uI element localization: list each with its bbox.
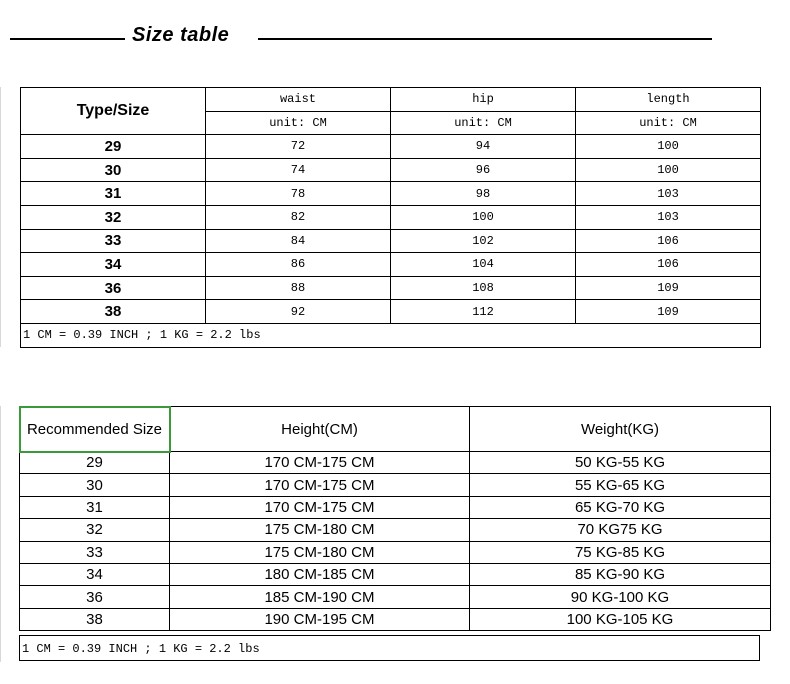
weight-cell: 55 KG-65 KG [470,474,771,496]
size-cell: 38 [21,300,206,324]
table-row [21,229,761,253]
table-row [21,135,761,159]
table-row [21,253,761,277]
recommended-size-table [19,406,771,631]
length-cell: 109 [576,276,761,300]
size-cell: 30 [20,474,170,496]
waist-unit: unit: CM [206,111,391,135]
table-row [20,608,771,630]
size-table [20,87,761,348]
weight-cell: 70 KG75 KG [470,519,771,541]
hip-cell: 104 [391,253,576,277]
weight-cell: 85 KG-90 KG [470,563,771,585]
table-note-row [21,323,761,347]
type-size-header: Type/Size [21,88,206,135]
table-row [20,586,771,608]
table-row [21,205,761,229]
size-cell: 31 [20,496,170,518]
table-header-row [21,88,761,112]
height-cell: 175 CM-180 CM [170,541,470,563]
size-cell: 31 [21,182,206,206]
table-row [20,452,771,474]
height-cell: 180 CM-185 CM [170,563,470,585]
height-cell: 175 CM-180 CM [170,519,470,541]
table-row [20,563,771,585]
size-cell: 29 [20,452,170,474]
table-row [20,541,771,563]
height-cell: 170 CM-175 CM [170,474,470,496]
waist-header: waist [206,88,391,112]
length-unit: unit: CM [576,111,761,135]
hip-header: hip [391,88,576,112]
height-cell: 170 CM-175 CM [170,496,470,518]
size-cell: 32 [20,519,170,541]
weight-header: Weight(KG) [470,407,771,452]
table-row [20,496,771,518]
hip-cell: 96 [391,158,576,182]
waist-cell: 72 [206,135,391,159]
waist-cell: 74 [206,158,391,182]
size-cell: 38 [20,608,170,630]
height-cell: 170 CM-175 CM [170,452,470,474]
conversion-note: 1 CM = 0.39 INCH ; 1 KG = 2.2 lbs [21,323,761,347]
title-rule-left [10,38,125,40]
grid-guide [0,406,1,662]
weight-cell: 50 KG-55 KG [470,452,771,474]
size-cell: 36 [20,586,170,608]
hip-cell: 98 [391,182,576,206]
length-cell: 106 [576,253,761,277]
page-title: Size table [132,24,230,46]
height-header: Height(CM) [170,407,470,452]
table-row [21,158,761,182]
hip-cell: 108 [391,276,576,300]
hip-cell: 112 [391,300,576,324]
hip-cell: 100 [391,205,576,229]
length-cell: 109 [576,300,761,324]
size-cell: 34 [20,563,170,585]
length-cell: 106 [576,229,761,253]
table-row [20,474,771,496]
size-cell: 33 [20,541,170,563]
waist-cell: 92 [206,300,391,324]
waist-cell: 82 [206,205,391,229]
table-row [21,300,761,324]
table-header-row [20,407,771,452]
weight-cell: 100 KG-105 KG [470,608,771,630]
hip-cell: 102 [391,229,576,253]
table-row [21,182,761,206]
length-cell: 103 [576,205,761,229]
height-cell: 190 CM-195 CM [170,608,470,630]
waist-cell: 84 [206,229,391,253]
waist-cell: 78 [206,182,391,206]
size-cell: 34 [21,253,206,277]
grid-guide [0,87,1,347]
weight-cell: 65 KG-70 KG [470,496,771,518]
size-cell: 33 [21,229,206,253]
size-cell: 29 [21,135,206,159]
table-row [21,276,761,300]
hip-cell: 94 [391,135,576,159]
table-row [20,519,771,541]
size-cell: 32 [21,205,206,229]
weight-cell: 75 KG-85 KG [470,541,771,563]
length-cell: 100 [576,158,761,182]
hip-unit: unit: CM [391,111,576,135]
waist-cell: 86 [206,253,391,277]
size-cell: 36 [21,276,206,300]
height-cell: 185 CM-190 CM [170,586,470,608]
size-cell: 30 [21,158,206,182]
length-header: length [576,88,761,112]
title-rule-right [258,38,712,40]
weight-cell: 90 KG-100 KG [470,586,771,608]
recommended-size-header[interactable]: Recommended Size [20,407,170,452]
waist-cell: 88 [206,276,391,300]
length-cell: 100 [576,135,761,159]
length-cell: 103 [576,182,761,206]
conversion-note-2: 1 CM = 0.39 INCH ; 1 KG = 2.2 lbs [19,635,760,661]
